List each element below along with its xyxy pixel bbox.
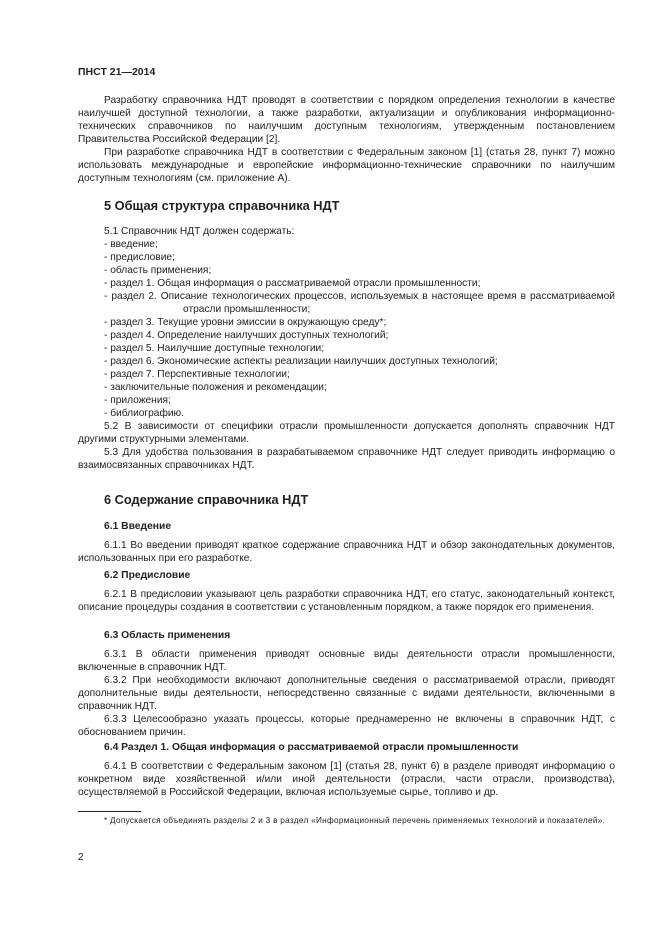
list-item: - раздел 5. Наилучшие доступные технологии; xyxy=(104,343,325,354)
subsection-heading: 6.1 Введение xyxy=(104,521,172,532)
paragraph: 6.3.3 Целесообразно указать процессы, которые преднамеренно не включены в справочник НДТ, с обоснованием причин. xyxy=(78,714,615,738)
subsection-heading: 6.3 Область применения xyxy=(104,630,231,641)
paragraph: 5.1 Справочник НДТ должен содержать: xyxy=(104,226,295,237)
subsection-heading: 6.2 Предисловие xyxy=(104,570,191,581)
document-header: ПНСТ 21—2014 xyxy=(78,66,156,78)
subsection-heading: 6.4 Раздел 1. Общая информация о рассматриваемой отрасли промышленности xyxy=(104,742,519,753)
list-item: - заключительные положения и рекомендации; xyxy=(104,382,327,393)
paragraph: При разработке справочника НДТ в соответствии с Федеральным законом [1] (статья 28, пункт 7) можно использовать международные и европейские информационно-технические справочники по наилучшим доступным технологиям (см. приложение А). xyxy=(78,147,615,184)
page-number: 2 xyxy=(78,852,84,863)
paragraph: 6.3.2 При необходимости включают дополнительные сведения о рассматриваемой отрасли, приводят дополнительные виды деятельности, непосредственно связанные с видами деятельности, включенными в справочник НДТ. xyxy=(78,675,615,712)
list-item: - раздел 6. Экономические аспекты реализации наилучших доступных технологий; xyxy=(104,356,498,367)
list-item: - предисловие; xyxy=(104,252,175,263)
section-5-heading: 5 Общая структура справочника НДТ xyxy=(104,198,340,213)
section-6-heading: 6 Содержание справочника НДТ xyxy=(104,492,309,507)
list-item: - библиографию. xyxy=(104,408,185,419)
paragraph: Разработку справочника НДТ проводят в соответствии с порядком определения технологии в качестве наилучшей доступной технологии, а также разработки, актуализации и опубликования информационно-технических справочников по наилучшим доступным технологиям, утвержденным постановлением Правительства Российской Федерации [2]. xyxy=(78,95,615,145)
list-item: - раздел 7. Перспективные технологии; xyxy=(104,369,290,380)
paragraph: 5.2 В зависимости от специфики отрасли промышленности допускается дополнять справочник НДТ другими структурными элементами. xyxy=(78,421,615,445)
footnote: * Допускается объединять разделы 2 и 3 в раздел «Информационный перечень применяемых технологий и показателей». xyxy=(104,816,606,825)
list-item: - приложения; xyxy=(104,395,171,406)
list-item: - область применения; xyxy=(104,265,212,276)
list-item: - введение; xyxy=(104,239,158,250)
paragraph: 5.3 Для удобства пользования в разрабатываемом справочнике НДТ следует приводить информацию о взаимосвязанных справочниках НДТ. xyxy=(78,447,615,471)
list-item: - раздел 4. Определение наилучших доступных технологий; xyxy=(104,330,389,341)
list-item: - раздел 2. Описание технологических процессов, используемых в настоящее время в рассматриваемой отрасли промышленности; xyxy=(104,291,615,315)
list-item: - раздел 3. Текущие уровни эмиссии в окружающую среду*; xyxy=(104,317,387,328)
paragraph: 6.3.1 В области применения приводят основные виды деятельности отрасли промышленности, включенные в справочник НДТ. xyxy=(78,649,615,673)
paragraph: 6.2.1 В предисловии указывают цель разработки справочника НДТ, его статус, законодательный контекст, описание процедуры создания в соответствии с установленным порядком, а также порядок его применения. xyxy=(78,589,615,613)
paragraph: 6.4.1 В соответствии с Федеральным законом [1] (статья 28, пункт 6) в разделе приводят информацию о конкретном виде хозяйственной и/или иной деятельности (отрасли, части отрасли, производства), осуществляемой в Российской Федерации, включая используемые сырье, топливо и др. xyxy=(78,761,615,798)
footnote-divider xyxy=(78,811,141,812)
list-item: - раздел 1. Общая информация о рассматриваемой отрасли промышленности; xyxy=(104,278,481,289)
paragraph: 6.1.1 Во введении приводят краткое содержание справочника НДТ и обзор законодательных документов, использованных при его разработке. xyxy=(78,540,615,564)
